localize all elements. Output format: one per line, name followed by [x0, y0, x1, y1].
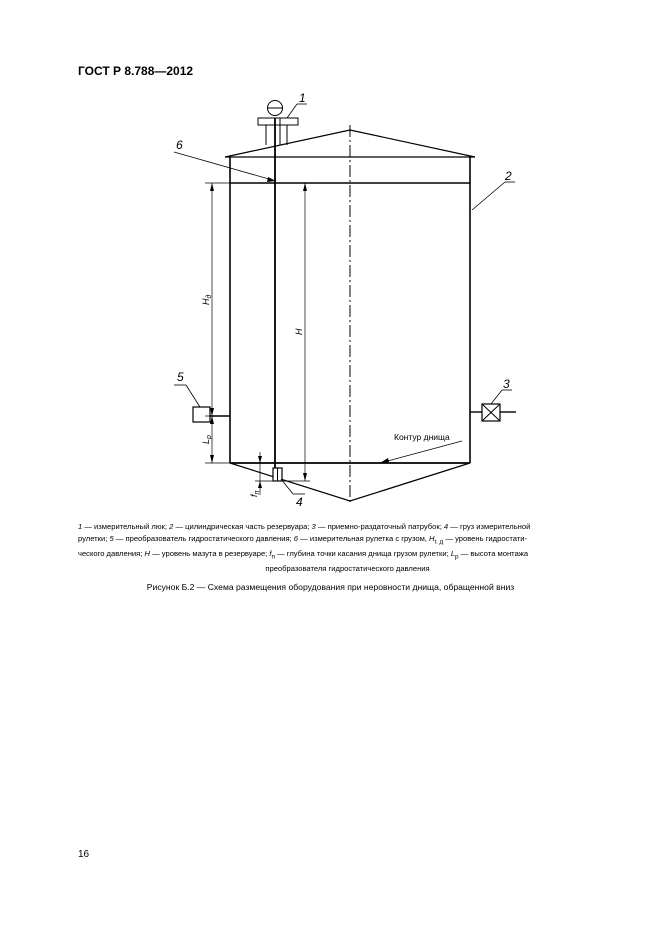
leader-2	[472, 182, 505, 210]
hatch-flange	[258, 118, 298, 125]
callout-5: 5	[177, 370, 184, 384]
leader-5	[186, 385, 200, 407]
legend-line-3: ческого давления; H — уровень мазута в резервуаре; $f_п$ — глубина точки касания днища грузом рулетки; $L_р$ — высота монтажа	[78, 548, 529, 561]
label-h: H	[294, 328, 304, 335]
figure-caption: Рисунок Б.2 — Схема размещения оборудования при неровности днища, обращенной вниз	[146, 582, 515, 592]
label-f-p: $f_п$	[249, 490, 261, 497]
document-header: ГОСТ Р 8.788—2012	[78, 64, 194, 78]
callout-2: 2	[505, 169, 512, 183]
leader-contour	[380, 441, 462, 463]
label-h-d: $H_д$	[201, 294, 213, 305]
callout-6: 6	[176, 138, 183, 152]
page-number: 16	[78, 849, 90, 860]
leader-3	[491, 390, 502, 404]
label-l-p: $L_р$	[201, 435, 213, 444]
pressure-converter	[193, 407, 210, 422]
figure-legend	[78, 521, 617, 574]
legend-line-2: рулетки; 5 — преобразователь гидростатического давления; 6 — измерительная рулетка с грузом, $H_{г. д}$ — уровень гидростати-	[78, 533, 528, 546]
leader-6	[174, 152, 276, 181]
bottom-contour-label: Контур днища	[394, 432, 450, 442]
callout-3: 3	[503, 377, 510, 391]
legend-line-4: преобразователя гидростатического давления	[265, 563, 430, 573]
callout-1: 1	[299, 91, 306, 105]
legend-line-1: 1 — измерительный люк; 2 — цилиндрическая часть резервуара; 3 — приемно-раздаточный патрубок; 4 — груз измерительной	[78, 522, 531, 531]
leader-1	[287, 104, 297, 118]
callout-4: 4	[296, 495, 303, 509]
